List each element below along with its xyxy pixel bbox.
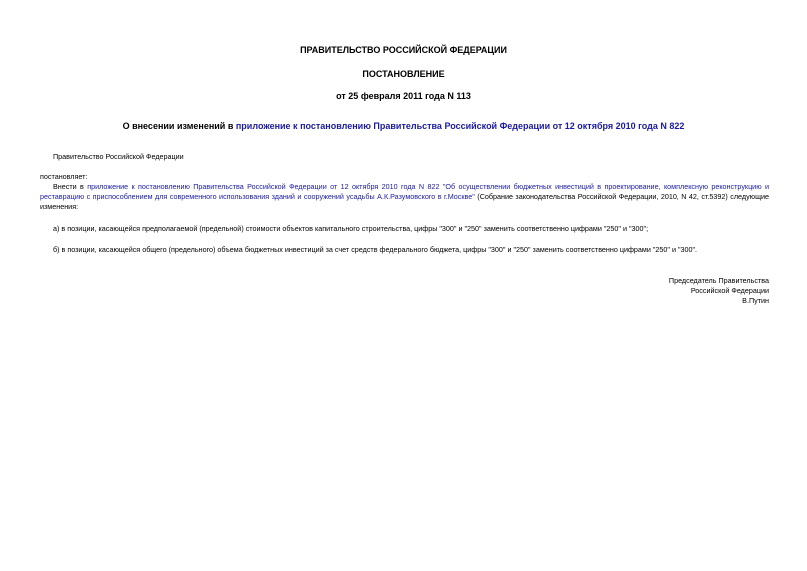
signature-name: В.Путин	[742, 296, 769, 305]
paragraph-suffix: (Собрание законодательства Российской Федерации, 2010, N 42, ст.5392) следующие изменения:	[40, 192, 769, 211]
intro-text: Правительство Российской Федерации	[53, 152, 184, 161]
main-paragraph	[40, 182, 769, 212]
signature-organization: Российской Федерации	[690, 286, 769, 295]
decrees-text: постановляет:	[40, 172, 88, 181]
government-heading: ПРАВИТЕЛЬСТВО РОССИЙСКОЙ ФЕДЕРАЦИИ	[300, 45, 507, 55]
title-prefix: О внесении изменений в	[122, 121, 236, 131]
paragraph-prefix: Внести в	[53, 182, 88, 191]
signature-position: Председатель Правительства	[668, 276, 769, 285]
item-b: б) в позиции, касающейся общего (предельного) объема бюджетных инвестиций за счет средств федерального бюджета, цифры "300" и "250" заменить соответственно цифрами "250" и "300".	[53, 245, 698, 254]
document-title	[40, 121, 767, 132]
paragraph-link[interactable]: приложение к постановлению Правительства Российской Федерации от 12 октября 2010 года N 822 "Об осуществлении бюджетных инвестиций в проектирование, комплексную реконструкцию и реставрацию с приспособлением для современного использования зданий и сооружений усадьбы А.К.Разумовского в г.Москве"	[40, 182, 769, 201]
document-type-heading: ПОСТАНОВЛЕНИЕ	[362, 69, 445, 79]
document-date-number: от 25 февраля 2011 года N 113	[336, 91, 471, 101]
item-a: а) в позиции, касающейся предполагаемой (предельной) стоимости объектов капитального строительства, цифры "300" и "250" заменить соответственно цифрами "250" и "300";	[53, 224, 649, 233]
title-link[interactable]: приложение к постановлению Правительства Российской Федерации от 12 октября 2010 года N 822	[235, 121, 685, 131]
